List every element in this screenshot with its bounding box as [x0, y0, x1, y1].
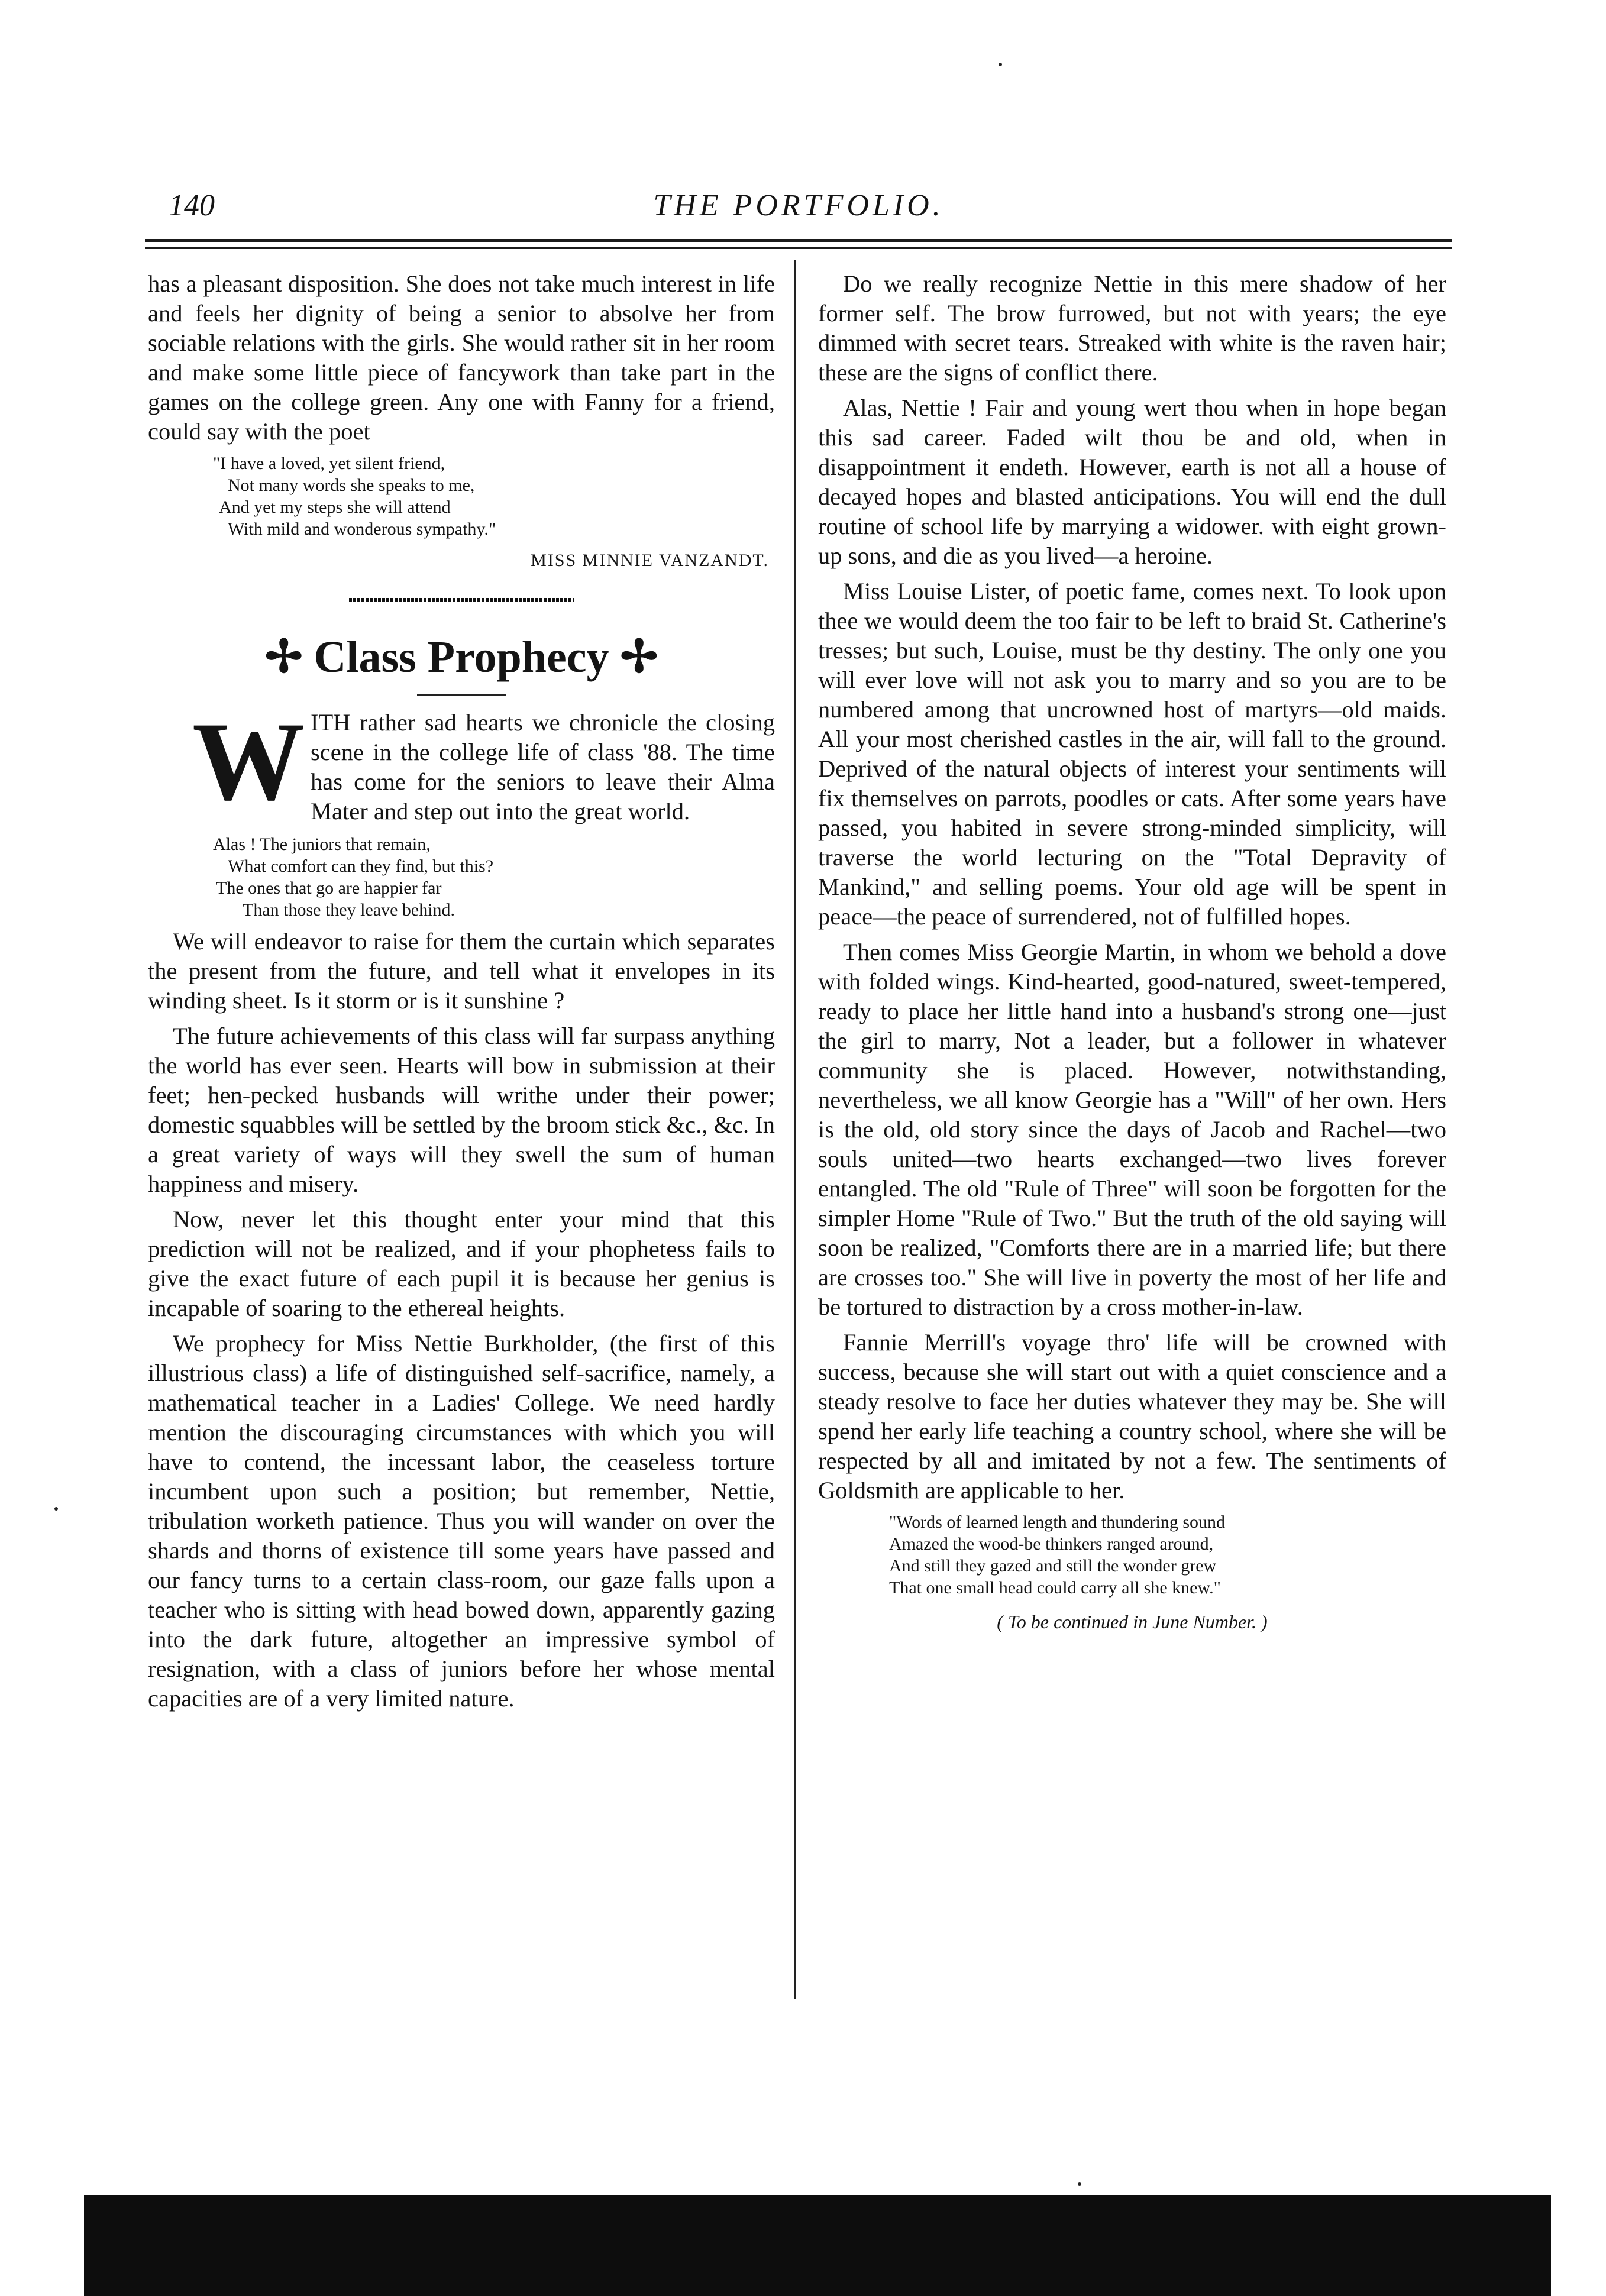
poem-line: With mild and wonderous sympathy." — [228, 519, 496, 539]
paragraph: Alas, Nettie ! Fair and young wert thou when in hope began this sad career. Faded wilt thou be and old, when in disappointment it endeth. However, earth is not all a house of decayed hopes and blasted anticipations. You will end the dull routine of school life by marrying a widower. with eight grown-up sons, and die as you lived—a heroine. — [818, 394, 1446, 569]
title-underline — [417, 694, 506, 696]
section-title: ✢ Class Prophecy ✢ — [264, 632, 658, 682]
poem-line: Amazed the wood-be thinkers ranged around, — [889, 1534, 1214, 1554]
poem-line: Alas ! The juniors that remain, — [213, 835, 431, 854]
poem-line: "Words of learned length and thundering sound — [889, 1512, 1226, 1532]
poem-line: "I have a loved, yet silent friend, — [213, 454, 445, 473]
paragraph: Miss Louise Lister, of poetic fame, comes next. To look upon thee we would deem the too fair to be left to braid St. Catherine's tresses; but such, Louise, must be thy destiny. The only one you will ever love will not ask you to marry and so you are to be numbered among that uncrowned host of martyrs—old maids. All your most cherished castles in the air, will fall to the ground. Deprived of the natural objects of interest your sentiments will fix themselves on parrots, poodles or cats. After some years have passed, you habited in severe strong-minded simplicity, will traverse the world lecturing on the "Total Depravity of Mankind," and selling poems. Your old age will be spent in peace—the peace of surrendered, not of fulfilled hopes. — [818, 578, 1446, 930]
paragraph: Fannie Merrill's voyage thro' life will be crowned with success, because she will start out with a quiet conscience and a steady resolve to face her duties whatever they may be. She will spend her early life teaching a country school, where she will be respected by all and imitated by not a few. The sentiments of Goldsmith are applicable to her. — [818, 1329, 1446, 1503]
poem-silent-friend — [148, 452, 775, 540]
right-column — [818, 269, 1446, 1637]
dropcap-block — [148, 708, 775, 826]
scan-edge-bar — [84, 2195, 1551, 2296]
print-speck — [54, 1507, 58, 1511]
poem-line: And yet my steps she will attend — [219, 497, 451, 517]
opening-paragraph: has a pleasant disposition. She does not take much interest in life and feels her dignity of being a senior to absolve her from sociable relations with the girls. She would rather sit in her room and make some little piece of fancywork than take part in the games on the college green. Any one with Fanny for a friend, could say with the poet — [148, 270, 775, 445]
poem-goldsmith — [818, 1511, 1446, 1599]
paragraph: The future achievements of this class will far surpass anything the world has ever seen. Hearts will bow in submission at their feet; hen-pecked husbands will writhe under their power; domestic squabbles will be settled by the broom stick &c., &c. In a great variety of ways will they swell the sum of human happiness and misery. — [148, 1023, 775, 1197]
poem-line: And still they gazed and still the wonder grew — [889, 1556, 1217, 1576]
paragraph: We will endeavor to raise for them the curtain which separates the present from the future, and tell what it envelopes in its winding sheet. Is it storm or is it sunshine ? — [148, 928, 775, 1014]
continued-note: ( To be continued in June Number. ) — [997, 1611, 1268, 1632]
paragraph: Then comes Miss Georgie Martin, in whom we behold a dove with folded wings. Kind-hearted, good-natured, sweet-tempered, ready to place her little hand into a husband's strong one—just the girl to marry, Not a leader, but a follower in whatever community she is placed. However, notwithstanding, nevertheless, we all know Georgie has a "Will" of her own. Hers is the old, old story since the days of Jacob and Rachel—two souls united—two hearts exchanged—two lives forever entangled. The old "Rule of Three" will soon be forgotten for the simpler Home "Rule of Two." But the truth of the old saying will soon be realized, "Comforts there are in a married life; but there are crosses too." She will live in poverty the most of her life and be tortured to distraction by a cross mother-in-law. — [818, 939, 1446, 1320]
page-header — [145, 188, 1452, 235]
print-speck — [1078, 2182, 1081, 2186]
poem-line: What comfort can they find, but this? — [228, 856, 494, 876]
poem-juniors — [148, 833, 775, 921]
page-number: 140 — [169, 189, 215, 222]
left-column — [148, 269, 775, 1719]
header-rule-thin — [145, 247, 1452, 249]
poem-line: That one small head could carry all she knew." — [889, 1578, 1221, 1598]
dropcap-paragraph: ITH rather sad hearts we chronicle the closing scene in the college life of class '88. The time has come for the seniors to leave their Alma Mater and step out into the great world. — [311, 709, 775, 824]
journal-title: THE PORTFOLIO. — [653, 189, 944, 222]
section-separator — [349, 598, 574, 602]
paragraph: Do we really recognize Nettie in this mere shadow of her former self. The brow furrowed, but not with years; the eye dimmed with secret tears. Streaked with white is the raven hair; these are the signs of conflict there. — [818, 270, 1446, 386]
column-divider — [794, 260, 796, 1999]
poem-line: The ones that go are happier far — [216, 878, 442, 898]
dropcap-letter: W — [192, 708, 305, 824]
poem-line: Than those they leave behind. — [243, 900, 455, 920]
header-rule-thick — [145, 239, 1452, 242]
author-signature: MISS MINNIE VANZANDT. — [531, 551, 769, 570]
poem-line: Not many words she speaks to me, — [228, 476, 475, 495]
paragraph: We prophecy for Miss Nettie Burkholder, (the first of this illustrious class) a life of distinguished self-sacrifice, namely, a mathematical teacher in a Ladies' College. We need hardly mention the discouraging circumstances with which you will have to contend, the incessant labor, the ceaseless torture incumbent upon such a position; but remember, Nettie, tribulation worketh patience. Thus you will wander on over the shards and thorns of existence till some years have passed and our fancy turns to a certain class-room, our gaze falls upon a teacher who is sitting with head bowed down, apparently gazing into the dark future, altogether an impressive symbol of resignation, with a class of juniors before her whose mental capacities are of a very limited nature. — [148, 1330, 775, 1712]
print-speck — [999, 63, 1002, 66]
paragraph: Now, never let this thought enter your mind that this prediction will not be realized, and if your phophetess fails to give the exact future of each pupil it is because her genius is incapable of soaring to the ethereal heights. — [148, 1206, 775, 1321]
